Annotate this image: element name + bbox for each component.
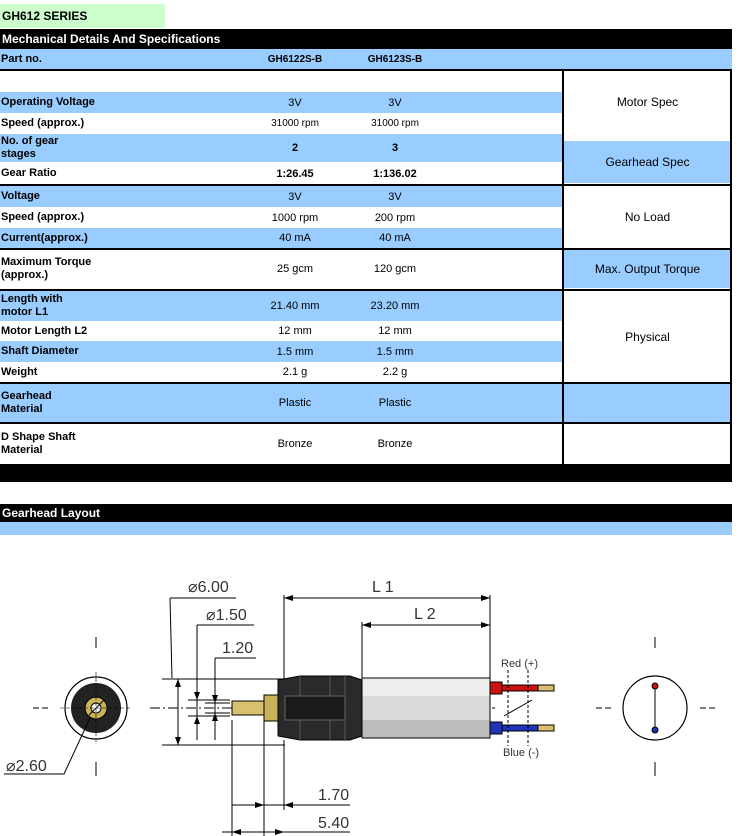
divider	[0, 382, 732, 384]
row-value: 1.5 mm	[376, 345, 414, 358]
row-value: 3	[391, 142, 399, 154]
header-label: Part no.	[1, 52, 42, 65]
divider	[0, 422, 732, 424]
dim-5-4-label: 5.40	[318, 815, 350, 832]
row-label: Motor Length L2	[1, 324, 88, 337]
row-value: 2.2 g	[382, 366, 408, 378]
dim-l2-label: L 2	[414, 606, 436, 623]
gearhead-drawing	[0, 540, 755, 836]
dim-dia-1-5-label: ⌀1.50	[206, 607, 247, 624]
category-motor-spec: Motor Spec	[616, 95, 679, 109]
layout-title: Gearhead Layout	[0, 504, 732, 522]
row-value: 1:26.45	[276, 167, 314, 180]
rear-view	[623, 676, 687, 740]
row-label: Voltage	[1, 190, 40, 202]
row-value: Plastic	[378, 397, 412, 409]
table-footer-bar	[0, 464, 732, 482]
dim-dia-6-label: ⌀6.00	[188, 579, 229, 596]
row-value: 2	[291, 142, 299, 154]
row-label: Operating Voltage	[1, 96, 95, 108]
row-value: 25 gcm	[276, 263, 314, 275]
dim-1-7-label: 1.70	[318, 787, 350, 804]
row-value: 3V	[288, 190, 302, 203]
category-gearhead-spec: Gearhead Spec	[605, 155, 690, 169]
category-max-output-torque: Max. Output Torque	[594, 262, 701, 276]
row-value: 2.1 g	[282, 366, 308, 378]
row-label: D Shape Shaft Material	[1, 431, 76, 456]
dim-l1-label: L 1	[372, 579, 394, 596]
row-label: Current(approx.)	[1, 231, 88, 244]
row-value: 3V	[388, 96, 402, 109]
header-part-1: GH6122S-B	[267, 53, 323, 65]
row-label: Gear Ratio	[1, 167, 57, 179]
row-value: 31000 rpm	[371, 118, 419, 129]
row-value: Bronze	[377, 438, 413, 450]
row-label: Gearhead Material	[1, 390, 52, 415]
category-physical: Physical	[625, 329, 670, 344]
series-title: GH612 SERIES	[0, 4, 165, 28]
row-value: 120 gcm	[373, 263, 417, 275]
row-value: 1:136.02	[373, 167, 417, 180]
layout-title-underbar	[0, 522, 732, 535]
row-value: 23.20 mm	[370, 300, 420, 312]
row-label: Weight	[1, 365, 38, 378]
row-value: 21.40 mm	[270, 300, 320, 312]
section-title: Mechanical Details And Specifications	[0, 29, 732, 49]
row-value: 3V	[288, 96, 302, 109]
header-part-2: GH6123S-B	[367, 53, 423, 65]
red-wire-label: Red (+)	[501, 658, 538, 670]
row-label: Maximum Torque (approx.)	[1, 256, 92, 281]
row-label: Speed (approx.)	[1, 211, 85, 223]
side-view	[162, 595, 554, 836]
dim-dia-2-6-label: ⌀2.60	[6, 758, 47, 775]
row-value: 12 mm	[278, 325, 312, 337]
row-value: 200 rpm	[374, 211, 416, 224]
category-no-load: No Load	[624, 210, 671, 224]
row-value: 31000 rpm	[271, 118, 319, 129]
row-label: Speed (approx.)	[1, 117, 85, 129]
row-label: No. of gear stages	[1, 135, 59, 160]
row-value: 40 mA	[279, 232, 311, 244]
row-value: Bronze	[277, 438, 313, 450]
row-label: Shaft Diameter	[1, 345, 79, 357]
row-value: 1.5 mm	[276, 345, 314, 358]
row-label: Length with motor L1	[1, 293, 63, 318]
row-value: 1000 rpm	[271, 211, 319, 224]
row-value: 3V	[388, 190, 402, 203]
blue-wire-label: Blue (-)	[503, 747, 540, 759]
row-value: Plastic	[278, 397, 312, 409]
row-value: 40 mA	[379, 232, 411, 244]
row-value: 12 mm	[378, 325, 412, 337]
dim-1-2-label: 1.20	[222, 640, 254, 657]
